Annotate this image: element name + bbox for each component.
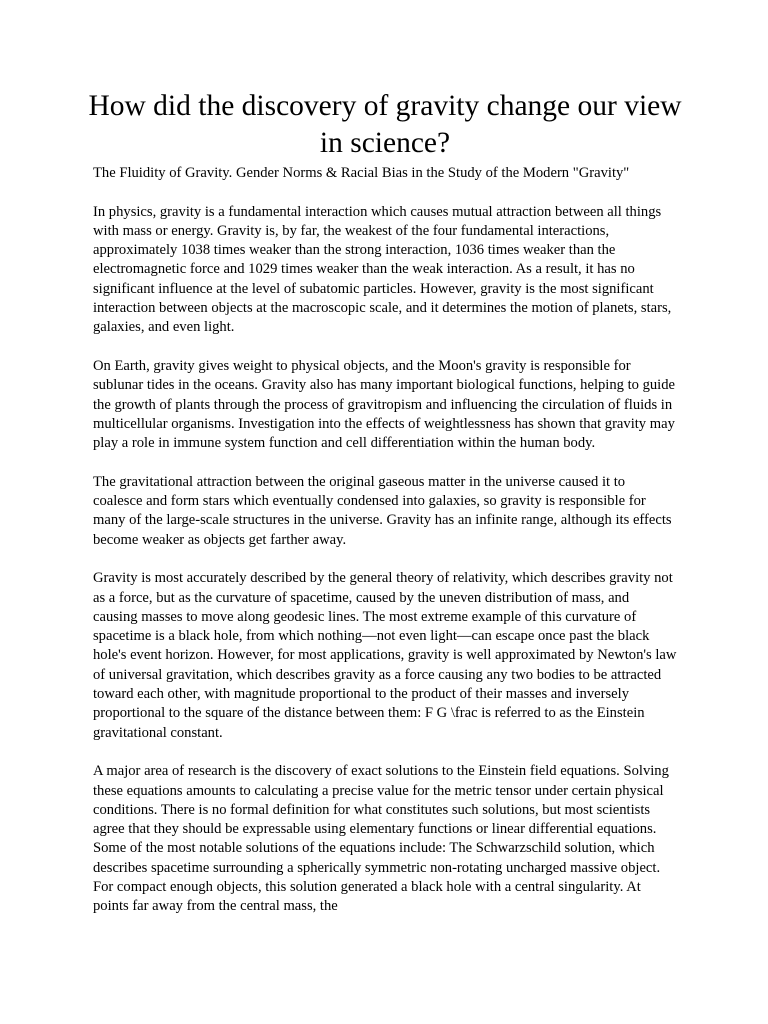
paragraph: On Earth, gravity gives weight to physical objects, and the Moon's gravity is responsible for sublunar tides in the oceans. Gravity also has many important biological functions, helping to guide the growth of plants through the process of gravitropism and influencing the circulation of fluids in multicellular organisms. Investigation into the effects of weightlessness has shown that gravity may play a role in immune system function and cell differentiation within the human body. bbox=[93, 357, 676, 452]
paragraph: The gravitational attraction between the original gaseous matter in the universe caused it to coalesce and form stars which eventually condensed into galaxies, so gravity is responsible for many of the large-scale structures in the universe. Gravity has an infinite range, although its effects become weaker as objects get farther away. bbox=[93, 473, 672, 548]
paragraph: In physics, gravity is a fundamental interaction which causes mutual attraction between all things with mass or energy. Gravity is, by far, the weakest of the four fundamental interactions, approximately 1038 times weaker than the strong interaction, 1036 times weaker than the electromagnetic force and 1029 times weaker than the weak interaction. As a result, it has no significant influence at the level of subatomic particles. However, gravity is the most significant interaction between objects at the macroscopic scale, and it determines the motion of planets, stars, galaxies, and even light. bbox=[93, 203, 672, 336]
document-page bbox=[88, 88, 682, 917]
paragraph: Gravity is most accurately described by the general theory of relativity, which describes gravity not as a force, but as the curvature of spacetime, caused by the uneven distribution of mass, and causing masses to move along geodesic lines. The most extreme example of this curvature of spacetime is a black hole, from which nothing—not even light—can escape once past the black hole's event horizon. However, for most applications, gravity is well approximated by Newton's law of universal gravitation, which describes gravity as a force causing any two bodies to be attracted toward each other, with magnitude proportional to the product of their masses and inversely proportional to the square of the distance between them: F G \frac is referred to as the Einstein gravitational constant. bbox=[93, 570, 677, 741]
paragraph: A major area of research is the discovery of exact solutions to the Einstein field equations. Solving these equations amounts to calculating a precise value for the metric tensor under certain physical conditions. There is no formal definition for what constitutes such solutions, but most scientists agree that they should be expressable using elementary functions or linear differential equations. Some of the most notable solutions of the equations include: The Schwarzschild solution, which describes spacetime surrounding a spherically symmetric non-rotating uncharged massive object. For compact enough objects, this solution generated a black hole with a central singularity. At points far away from the central mass, the bbox=[93, 763, 669, 915]
document-title: How did the discovery of gravity change our view in science? bbox=[88, 90, 682, 159]
document-subtitle: The Fluidity of Gravity. Gender Norms & Racial Bias in the Study of the Modern "Gravity" bbox=[93, 165, 630, 181]
